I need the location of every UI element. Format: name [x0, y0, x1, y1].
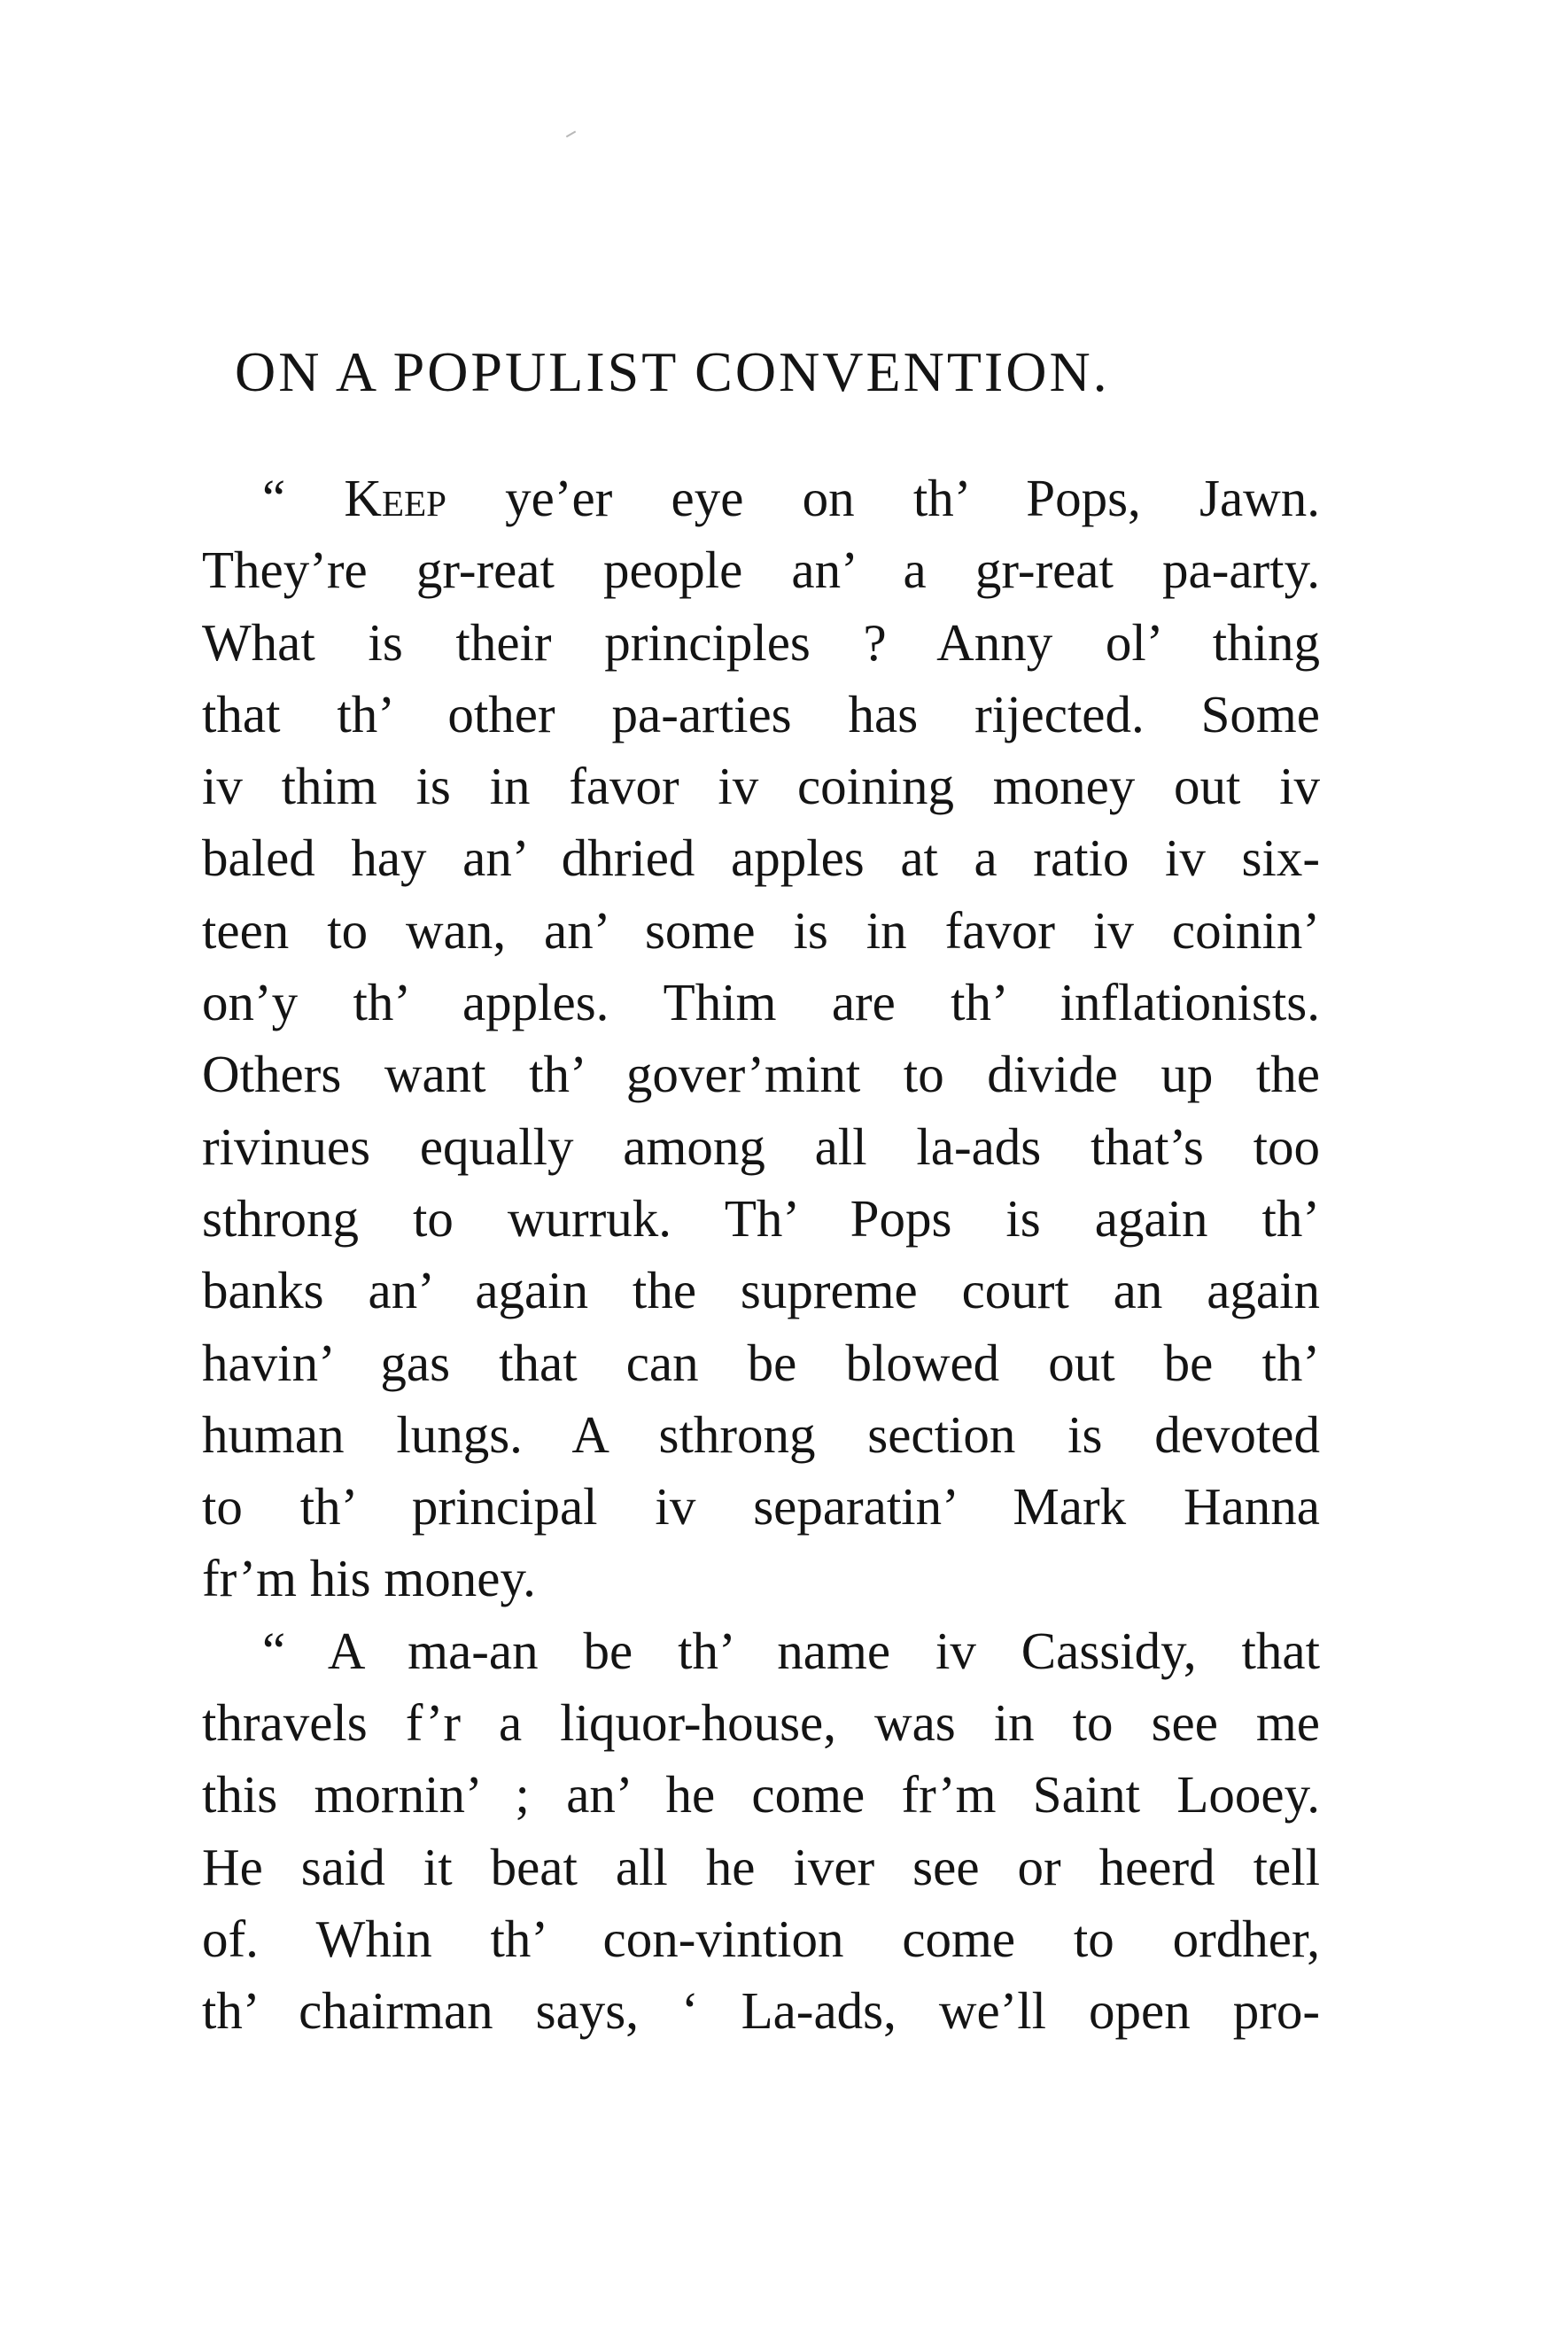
- text-line: Others want th’ gover’mint to divide up the: [202, 1045, 1320, 1104]
- text-line: “ A ma-an be th’ name iv Cassidy, that: [262, 1621, 1320, 1680]
- text-line: havin’ gas that can be blowed out be th’: [202, 1333, 1320, 1392]
- text-line: teen to wan, an’ some is in favor iv coinin’: [202, 900, 1320, 960]
- body-text: [202, 463, 1320, 2048]
- text-line: to th’ principal iv separatin’ Mark Hanna: [202, 1477, 1320, 1536]
- text-line: th’ chairman says, ‘ La-ads, we’ll open pro-: [202, 1981, 1320, 2041]
- text-line: that th’ other pa-arties has rijected. Some: [202, 684, 1320, 743]
- text-line: this mornin’ ; an’ he come fr’m Saint Looey.: [202, 1765, 1320, 1824]
- text-line: iv thim is in favor iv coining money out iv: [202, 757, 1320, 816]
- text-line: He said it beat all he iver see or heerd tell: [202, 1837, 1320, 1896]
- text-line: What is their principles ? Anny ol’ thing: [202, 612, 1320, 672]
- text-line: fr’m his money.: [202, 1549, 536, 1608]
- page-speck: [566, 131, 578, 143]
- chapter-title: ON A POPULIST CONVENTION.: [235, 340, 1110, 403]
- text-line: “ Keep ye’er eye on th’ Pops, Jawn.: [262, 469, 1321, 527]
- text-line: of. Whin th’ con-vintion come to ordher,: [202, 1909, 1320, 1968]
- text-line: baled hay an’ dhried apples at a ratio iv six-: [202, 828, 1320, 888]
- text-line: rivinues equally among all la-ads that’s too: [202, 1116, 1320, 1176]
- text-line: banks an’ again the supreme court an again: [202, 1261, 1320, 1320]
- text-line: They’re gr-reat people an’ a gr-reat pa-arty.: [202, 541, 1320, 600]
- small-caps-word: Keep: [344, 469, 446, 527]
- text-line: on’y th’ apples. Thim are th’ inflationists.: [202, 973, 1320, 1032]
- text-line: sthrong to wurruk. Th’ Pops is again th’: [202, 1188, 1320, 1248]
- text-line: thravels f’r a liquor-house, was in to see me: [202, 1693, 1320, 1753]
- text-line: human lungs. A sthrong section is devoted: [202, 1404, 1320, 1464]
